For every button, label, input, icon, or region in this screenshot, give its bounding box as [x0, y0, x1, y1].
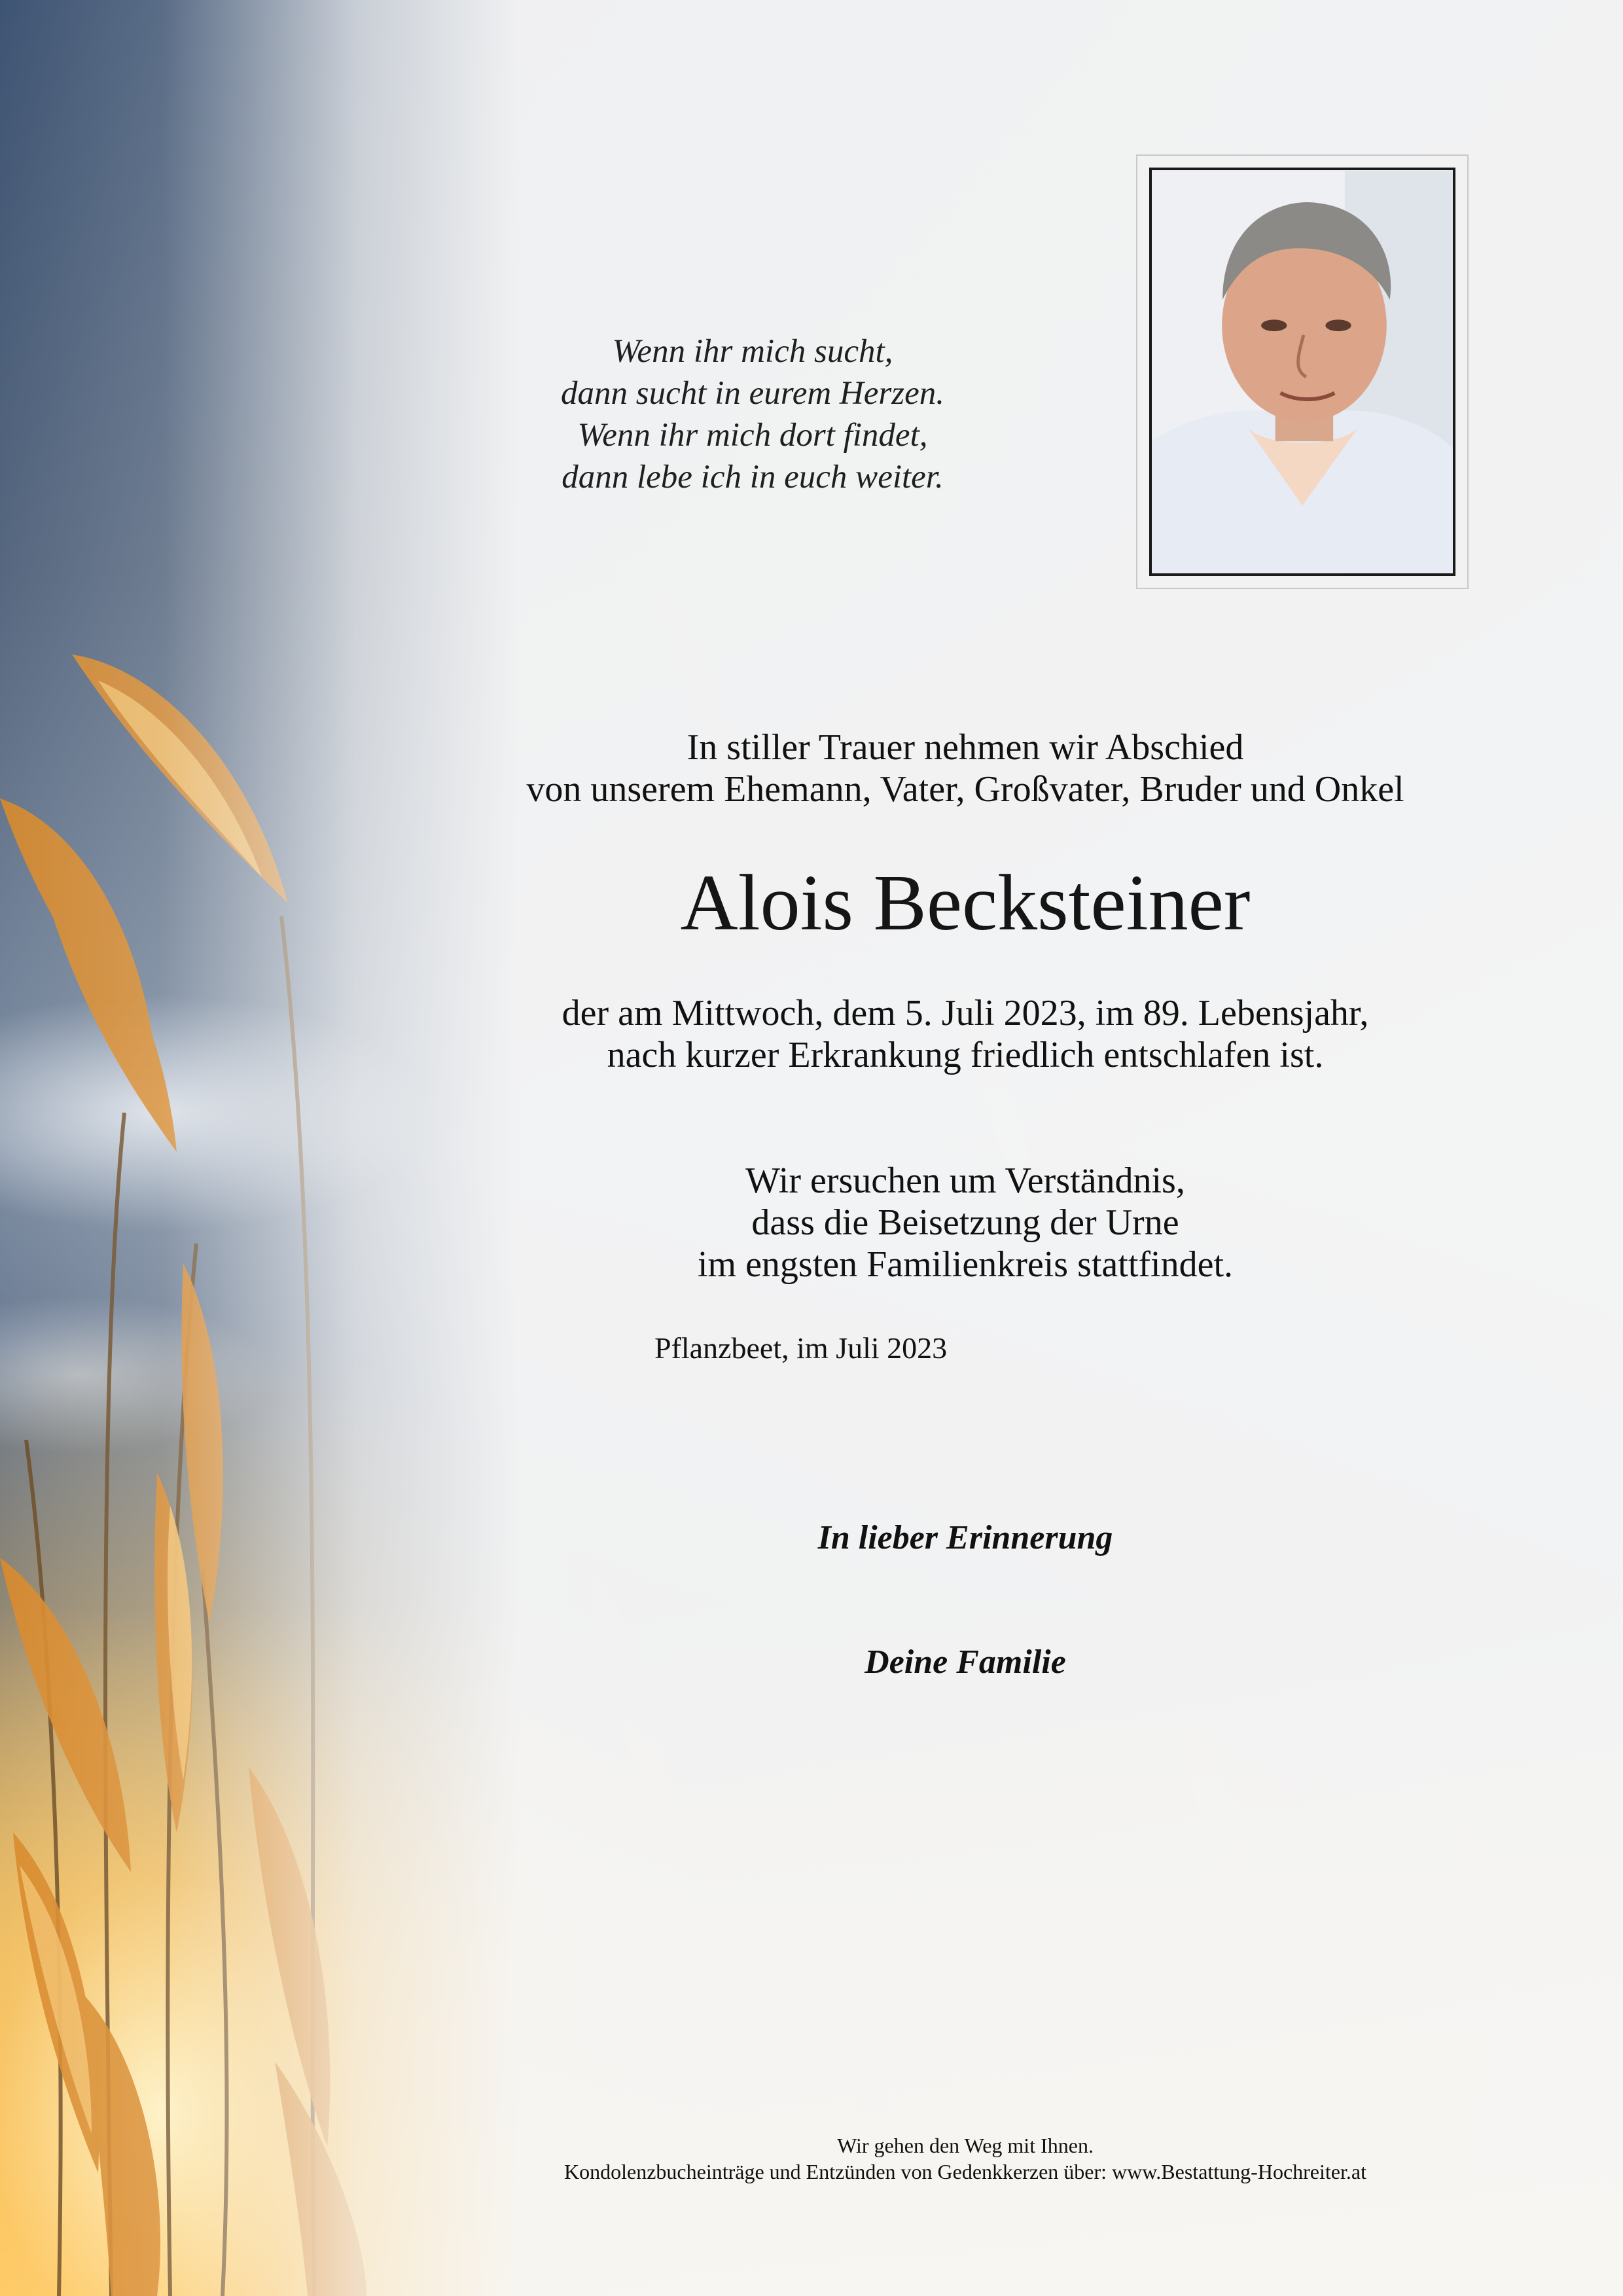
quote-line: dann lebe ich in euch weiter. — [562, 459, 944, 495]
details-line: der am Mittwoch, dem 5. Juli 2023, im 89. Lebensjahr, — [562, 993, 1369, 1033]
quote-line: dann sucht in eurem Herzen. — [561, 375, 944, 412]
death-details — [393, 992, 1538, 1076]
intro-line: von unserem Ehemann, Vater, Großvater, Bruder und Onkel — [526, 769, 1404, 810]
notice-line: Wir ersuchen um Verständnis, — [745, 1160, 1185, 1201]
place-and-date: Pflanzbeet, im Juli 2023 — [654, 1331, 948, 1365]
quote-line: Wenn ihr mich dort findet, — [577, 417, 928, 454]
details-line: nach kurzer Erkrankung friedlich entschlafen ist. — [607, 1035, 1324, 1075]
announcement-intro — [393, 726, 1538, 810]
portrait-illustration — [1152, 170, 1453, 573]
burial-notice — [393, 1160, 1538, 1285]
notice-line: dass die Beisetzung der Urne — [751, 1202, 1179, 1243]
quote-line: Wenn ihr mich sucht, — [612, 333, 893, 370]
deceased-name: Alois Becksteiner — [680, 859, 1251, 947]
footer-line: Kondolenzbucheinträge und Entzünden von Gedenkkerzen über: www.Bestattung-Hochreiter.at — [564, 2160, 1366, 2183]
closing-memory: In lieber Erinnerung — [817, 1519, 1113, 1556]
notice-line: im engsten Familienkreis stattfindet. — [697, 1244, 1234, 1285]
closing-family: Deine Familie — [865, 1643, 1066, 1681]
memorial-quote — [458, 331, 1047, 498]
footer-line: Wir gehen den Weg mit Ihnen. — [837, 2134, 1094, 2157]
intro-line: In stiller Trauer nehmen wir Abschied — [687, 727, 1244, 768]
funeral-home-footer — [393, 2132, 1538, 2185]
portrait-photo — [1149, 168, 1455, 576]
portrait-frame — [1136, 154, 1469, 589]
